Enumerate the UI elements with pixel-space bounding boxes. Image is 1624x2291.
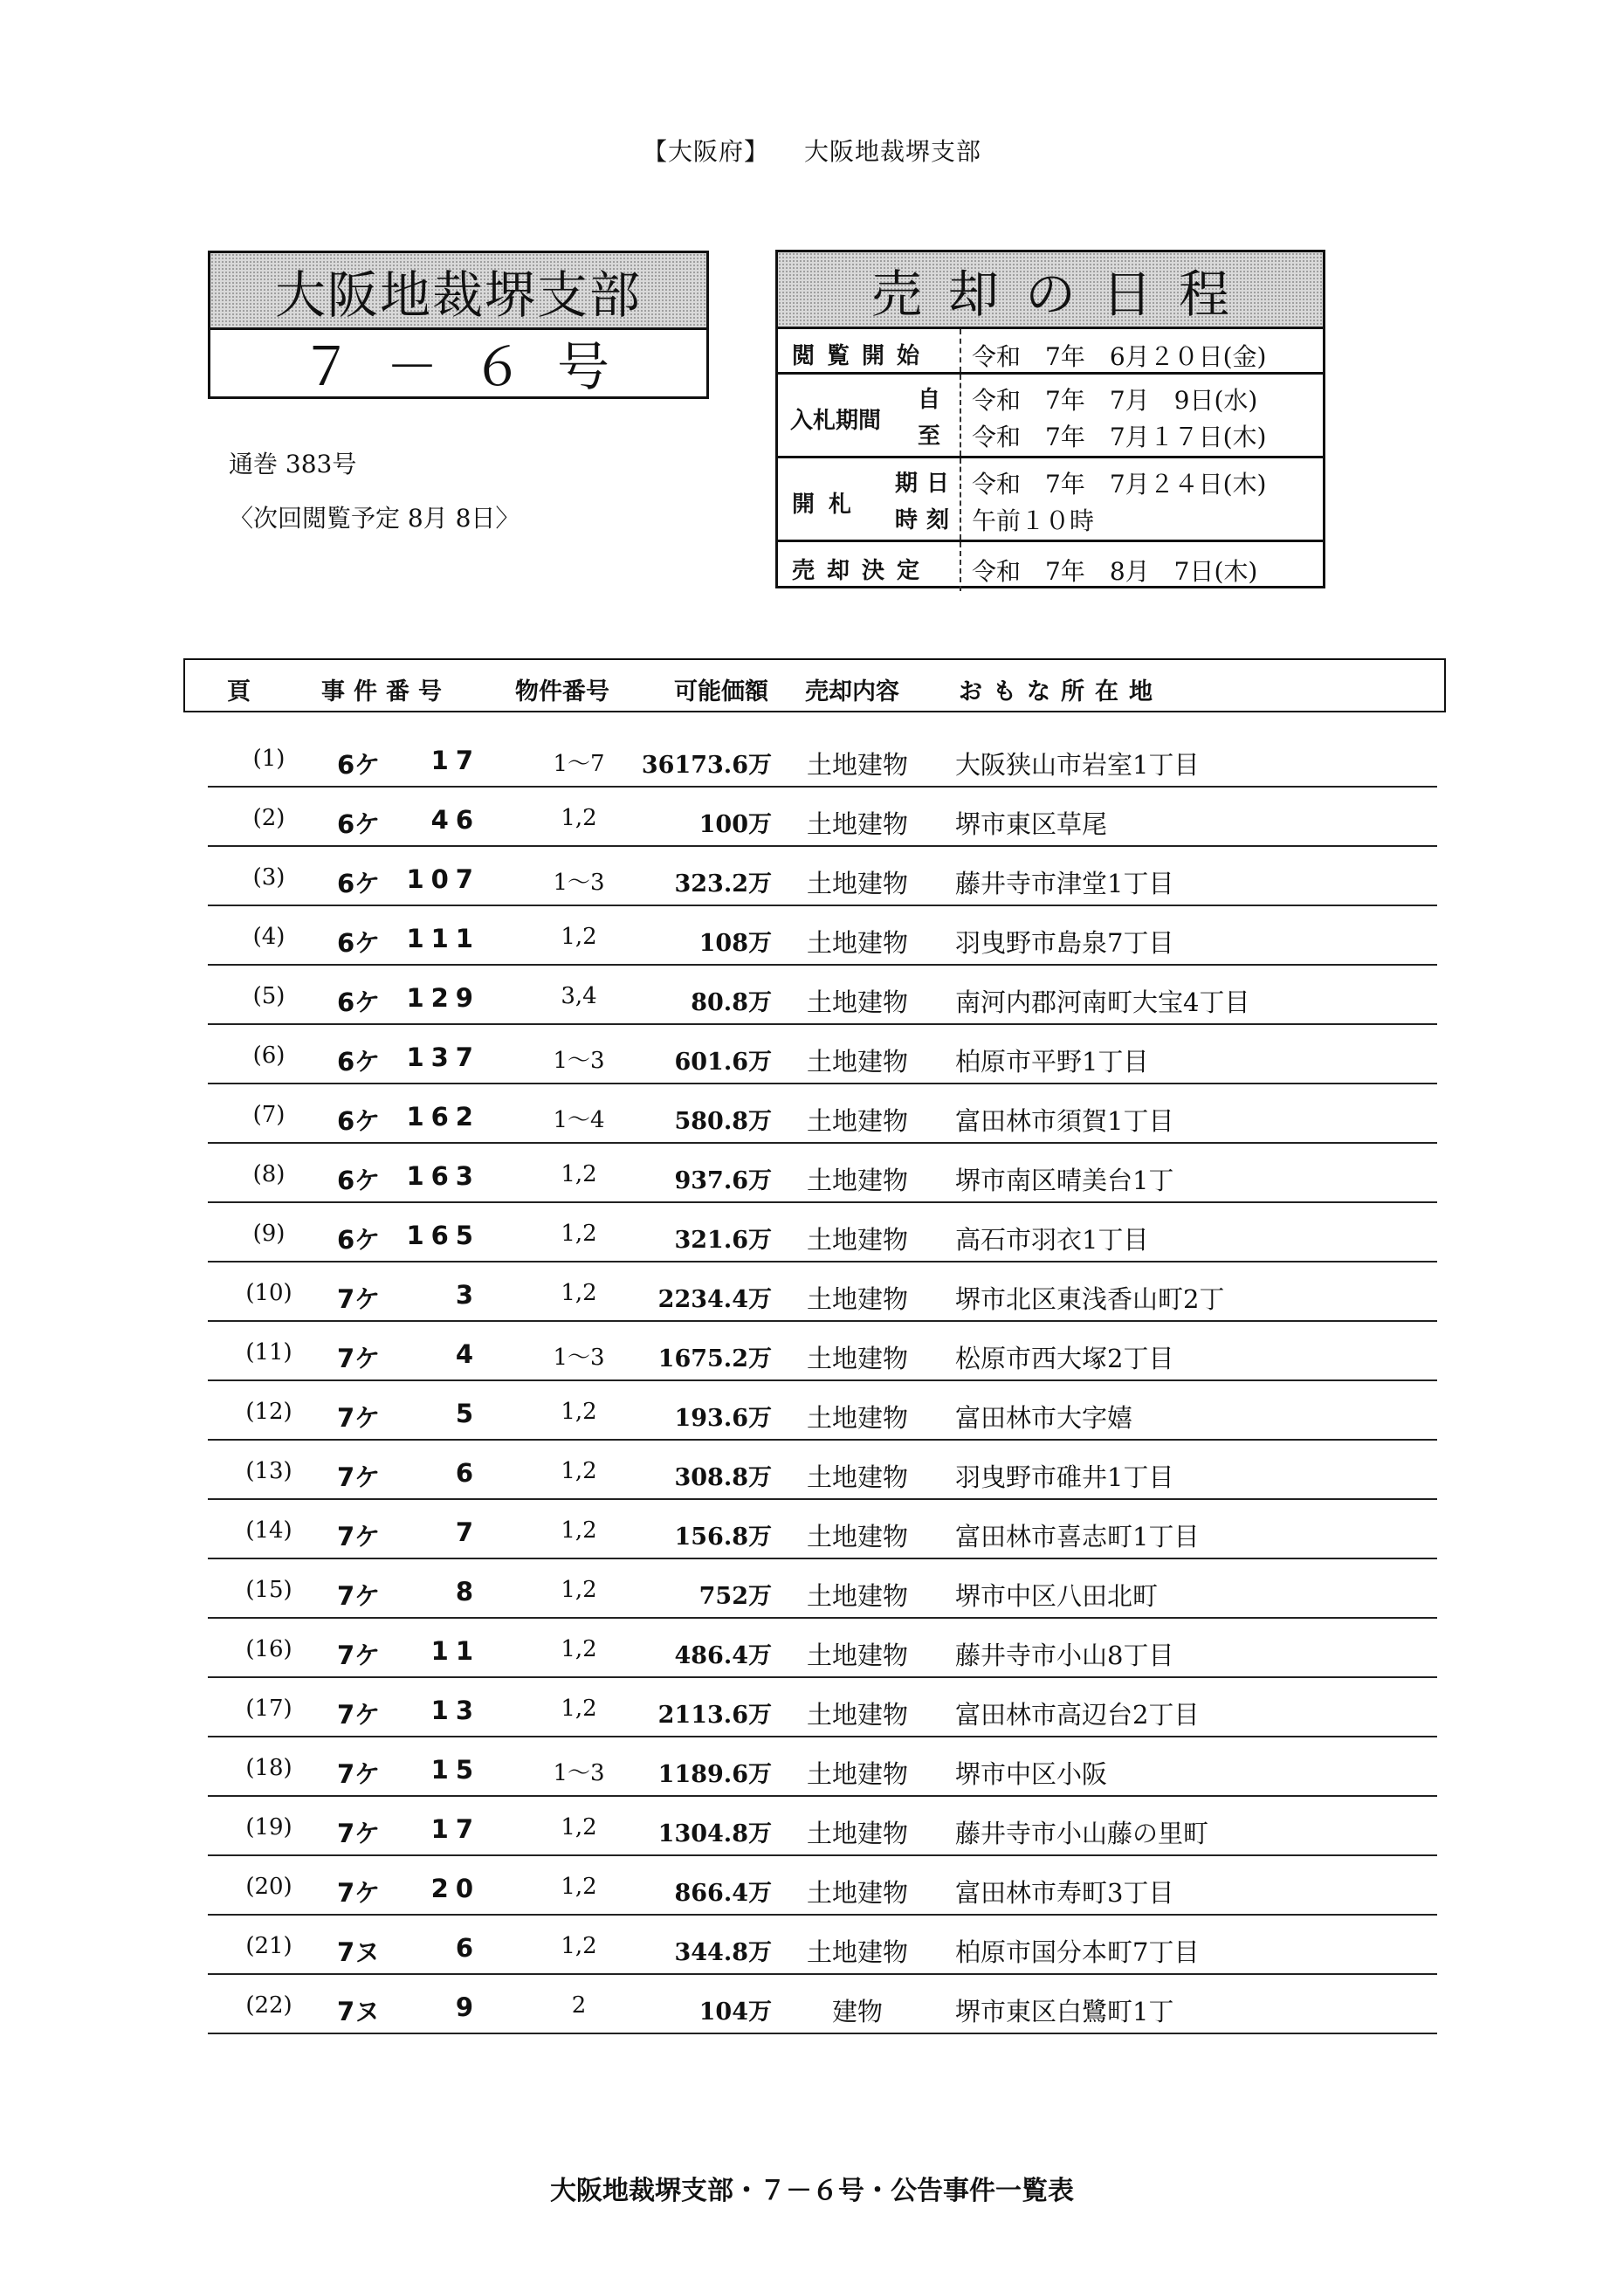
row-case-year: 7ケ [337, 1641, 381, 1670]
row-sale-type: 土地建物 [806, 750, 908, 780]
row-location: 堺市東区草尾 [955, 809, 1108, 839]
row-case-year: 6ケ [337, 750, 381, 780]
row-sale-type: 土地建物 [806, 987, 908, 1017]
row-location: 南河内郡河南町大宝4丁目 [955, 987, 1250, 1017]
schedule-value-cell [972, 458, 1314, 540]
row-property-number: 1,2 [561, 1221, 597, 1247]
row-location: 堺市中区八田北町 [955, 1581, 1159, 1611]
row-price: 2113.6万 [657, 1702, 772, 1729]
row-location: 堺市南区晴美台1丁 [955, 1166, 1174, 1195]
opening-date-label: 期日 [895, 471, 959, 497]
row-page: (4) [252, 924, 286, 950]
table-row [208, 966, 1437, 1025]
row-property-number: 1～7 [553, 751, 605, 777]
row-sale-type: 土地建物 [806, 1166, 908, 1195]
row-price: 80.8万 [691, 989, 772, 1016]
row-page: (13) [245, 1458, 292, 1484]
table-row [208, 1084, 1437, 1144]
row-case-number: 17 [430, 746, 480, 775]
row-page: (20) [245, 1874, 292, 1900]
row-case-number: 137 [406, 1042, 480, 1072]
schedule-row-opening [778, 458, 1323, 542]
row-case-number: 13 [430, 1696, 480, 1725]
row-sale-type: 土地建物 [806, 1581, 908, 1611]
row-property-number: 1～3 [553, 1048, 605, 1074]
row-case-number: 8 [455, 1577, 480, 1606]
bid-to-label: 至 [918, 423, 941, 450]
row-sale-type: 土地建物 [806, 1106, 908, 1136]
prefecture-label: 【大阪府】 [642, 137, 769, 166]
table-row [208, 1916, 1437, 1975]
row-page: (12) [245, 1399, 292, 1425]
row-property-number: 1,2 [561, 1161, 597, 1187]
row-price: 104万 [698, 1999, 772, 2026]
row-case-year: 7ヌ [337, 1997, 381, 2026]
table-row [208, 1500, 1437, 1559]
row-case-year: 7ケ [337, 1284, 381, 1314]
row-case-number: 6 [455, 1933, 480, 1963]
row-location: 羽曳野市碓井1丁目 [955, 1462, 1174, 1492]
row-location: 藤井寺市小山8丁目 [955, 1641, 1174, 1670]
next-view-date: 〈次回閲覧予定 8月 8日〉 [229, 504, 520, 533]
table-row [208, 1322, 1437, 1381]
schedule-box [775, 250, 1325, 588]
table-row [208, 1381, 1437, 1441]
row-property-number: 1～4 [553, 1107, 605, 1133]
schedule-row-view-start [778, 329, 1323, 375]
schedule-value-cell [972, 375, 1314, 456]
table-body [208, 728, 1437, 2034]
row-property-number: 1,2 [561, 1696, 597, 1722]
view-start-value: 令和 7年 6月２０日(金) [972, 342, 1267, 371]
row-sale-type: 土地建物 [806, 1937, 908, 1967]
row-page: (10) [245, 1280, 292, 1306]
row-case-number: 5 [455, 1399, 480, 1428]
row-case-year: 7ヌ [337, 1937, 381, 1967]
row-property-number: 3,4 [561, 983, 597, 1009]
row-case-number: 7 [455, 1517, 480, 1547]
schedule-title: 売却の日程 [778, 252, 1323, 329]
decision-label: 売却決定 [792, 558, 932, 584]
row-page: (9) [252, 1221, 286, 1247]
row-sale-type: 土地建物 [806, 1225, 908, 1255]
title-court: 大阪地裁堺支部 [210, 253, 706, 330]
table-row [208, 1559, 1437, 1619]
row-property-number: 1,2 [561, 805, 597, 831]
row-property-number: 1,2 [561, 1874, 597, 1900]
row-location: 富田林市寿町3丁目 [955, 1878, 1174, 1908]
row-page: (19) [245, 1814, 292, 1840]
table-row [208, 728, 1437, 788]
row-location: 藤井寺市小山藤の里町 [955, 1819, 1209, 1848]
row-case-number: 111 [406, 924, 480, 953]
bid-from-value: 令和 7年 7月 9日(水) [972, 386, 1258, 415]
row-sale-type: 土地建物 [806, 1819, 908, 1848]
row-page: (1) [252, 746, 286, 772]
row-page: (15) [245, 1577, 292, 1603]
row-location: 富田林市喜志町1丁目 [955, 1522, 1200, 1551]
row-case-year: 6ケ [337, 928, 381, 958]
row-location: 高石市羽衣1丁目 [955, 1225, 1149, 1255]
table-row [208, 1737, 1437, 1797]
row-sale-type: 土地建物 [806, 1284, 908, 1314]
row-case-year: 6ケ [337, 869, 381, 898]
bid-from-label: 自 [918, 387, 941, 413]
table-row [208, 906, 1437, 966]
row-price: 580.8万 [674, 1108, 772, 1135]
table-row [208, 847, 1437, 906]
table-row [208, 1262, 1437, 1322]
row-page: (3) [252, 864, 286, 891]
row-sale-type: 土地建物 [806, 1522, 908, 1551]
row-sale-type: 土地建物 [806, 1759, 908, 1789]
row-case-year: 7ケ [337, 1759, 381, 1789]
decision-value: 令和 7年 8月 7日(木) [972, 557, 1258, 586]
row-case-number: 107 [406, 864, 480, 894]
row-price: 486.4万 [674, 1642, 772, 1669]
row-case-year: 7ケ [337, 1403, 381, 1433]
row-page: (14) [245, 1517, 292, 1544]
row-location: 柏原市平野1丁目 [955, 1047, 1149, 1077]
row-page: (17) [245, 1696, 292, 1722]
row-sale-type: 土地建物 [806, 928, 908, 958]
row-location: 堺市北区東浅香山町2丁 [955, 1284, 1225, 1314]
page-header [0, 133, 1624, 168]
row-sale-type: 土地建物 [806, 1641, 908, 1670]
row-case-year: 7ケ [337, 1344, 381, 1373]
row-case-year: 7ケ [337, 1462, 381, 1492]
schedule-label-cell [778, 329, 961, 372]
row-sale-type: 建物 [831, 1997, 883, 2026]
view-start-label: 閲覧開始 [792, 343, 932, 369]
row-case-year: 6ケ [337, 987, 381, 1017]
row-page: (7) [252, 1102, 286, 1128]
row-case-number: 129 [406, 983, 480, 1013]
row-property-number: 1,2 [561, 1280, 597, 1306]
row-location: 藤井寺市津堂1丁目 [955, 869, 1174, 898]
row-sale-type: 土地建物 [806, 1878, 908, 1908]
row-sale-type: 土地建物 [806, 809, 908, 839]
row-case-number: 3 [455, 1280, 480, 1310]
row-price: 100万 [698, 811, 772, 838]
table-row [208, 1975, 1437, 2034]
row-sale-type: 土地建物 [806, 1047, 908, 1077]
volume-number: 通巻 383号 [229, 450, 357, 478]
header-sale-type: 売却内容 [805, 678, 899, 705]
row-case-number: 162 [406, 1102, 480, 1132]
row-page: (6) [252, 1042, 286, 1069]
table-row [208, 1678, 1437, 1737]
row-case-number: 165 [406, 1221, 480, 1250]
page-footer: 大阪地裁堺支部・７－６号・公告事件一覧表 [550, 2176, 1074, 2206]
row-location: 富田林市須賀1丁目 [955, 1106, 1174, 1136]
row-location: 堺市東区白鷺町1丁 [955, 1997, 1174, 2026]
table-row [208, 1025, 1437, 1084]
row-sale-type: 土地建物 [806, 1462, 908, 1492]
header-price: 可能価額 [674, 678, 768, 705]
row-page: (22) [245, 1992, 292, 2019]
row-price: 866.4万 [674, 1880, 772, 1907]
table-row [208, 1797, 1437, 1856]
row-property-number: 1～3 [553, 1345, 605, 1371]
row-price: 36173.6万 [641, 752, 772, 779]
row-case-number: 17 [430, 1814, 480, 1844]
row-location: 柏原市国分本町7丁目 [955, 1937, 1200, 1967]
row-location: 富田林市高辺台2丁目 [955, 1700, 1200, 1730]
row-price: 344.8万 [674, 1939, 772, 1966]
row-price: 321.6万 [674, 1227, 772, 1254]
row-price: 108万 [698, 930, 772, 957]
row-price: 193.6万 [674, 1405, 772, 1432]
row-case-year: 7ケ [337, 1878, 381, 1908]
row-case-number: 163 [406, 1161, 480, 1191]
row-case-number: 20 [430, 1874, 480, 1903]
schedule-row-decision [778, 542, 1323, 591]
row-property-number: 1,2 [561, 1636, 597, 1662]
schedule-row-bid-period [778, 375, 1323, 458]
row-page: (2) [252, 805, 286, 831]
row-page: (18) [245, 1755, 292, 1781]
header-property-number: 物件番号 [515, 678, 609, 705]
row-case-number: 4 [455, 1339, 480, 1369]
row-location: 松原市西大塚2丁目 [955, 1344, 1174, 1373]
row-case-year: 6ケ [337, 1166, 381, 1195]
schedule-label-cell [778, 458, 961, 540]
row-price: 1304.8万 [657, 1820, 772, 1847]
row-case-year: 7ケ [337, 1522, 381, 1551]
row-property-number: 1,2 [561, 1399, 597, 1425]
row-property-number: 1,2 [561, 1814, 597, 1840]
row-case-number: 6 [455, 1458, 480, 1488]
row-sale-type: 土地建物 [806, 1403, 908, 1433]
row-case-year: 6ケ [337, 1047, 381, 1077]
schedule-label-cell [778, 375, 961, 456]
row-price: 752万 [698, 1583, 772, 1610]
title-box [208, 251, 709, 399]
bid-to-value: 令和 7年 7月１７日(木) [972, 423, 1267, 451]
row-case-year: 7ケ [337, 1700, 381, 1730]
row-case-number: 11 [430, 1636, 480, 1666]
row-sale-type: 土地建物 [806, 1344, 908, 1373]
row-page: (16) [245, 1636, 292, 1662]
row-property-number: 2 [571, 1992, 587, 2019]
row-price: 308.8万 [674, 1464, 772, 1491]
table-row [208, 1203, 1437, 1262]
row-price: 2234.4万 [657, 1286, 772, 1313]
row-property-number: 1,2 [561, 924, 597, 950]
row-price: 601.6万 [674, 1049, 772, 1076]
table-row [208, 1619, 1437, 1678]
schedule-value-cell [972, 542, 1314, 591]
row-sale-type: 土地建物 [806, 869, 908, 898]
row-location: 大阪狭山市岩室1丁目 [955, 750, 1200, 780]
opening-date-value: 令和 7年 7月２４日(木) [972, 470, 1267, 499]
row-property-number: 1～3 [553, 870, 605, 896]
opening-label: 開札 [792, 492, 866, 518]
table-row [208, 1856, 1437, 1916]
court-label: 大阪地裁堺支部 [804, 137, 982, 166]
row-property-number: 1,2 [561, 1933, 597, 1959]
row-price: 1189.6万 [657, 1761, 772, 1788]
header-location: おもな所在地 [959, 678, 1163, 705]
row-case-year: 6ケ [337, 1225, 381, 1255]
row-case-year: 7ケ [337, 1581, 381, 1611]
table-row [208, 788, 1437, 847]
row-property-number: 1,2 [561, 1458, 597, 1484]
row-case-year: 6ケ [337, 1106, 381, 1136]
row-property-number: 1,2 [561, 1577, 597, 1603]
row-price: 937.6万 [674, 1167, 772, 1194]
row-price: 156.8万 [674, 1524, 772, 1551]
row-case-number: 46 [430, 805, 480, 835]
row-location: 羽曳野市島泉7丁目 [955, 928, 1174, 958]
schedule-value-cell [972, 329, 1314, 372]
row-page: (11) [245, 1339, 292, 1366]
row-price: 1675.2万 [657, 1345, 772, 1373]
row-price: 323.2万 [674, 870, 772, 898]
row-page: (5) [252, 983, 286, 1009]
row-case-number: 15 [430, 1755, 480, 1785]
row-case-number: 9 [455, 1992, 480, 2022]
opening-time-value: 午前１０時 [972, 506, 1095, 535]
header-case-number: 事件番号 [321, 678, 451, 705]
row-sale-type: 土地建物 [806, 1700, 908, 1730]
opening-time-label: 時刻 [895, 507, 959, 533]
row-location: 堺市中区小阪 [955, 1759, 1108, 1789]
row-property-number: 1,2 [561, 1517, 597, 1544]
row-property-number: 1～3 [553, 1760, 605, 1786]
issue-number: ７－６号 [300, 337, 643, 398]
header-page: 頁 [227, 678, 251, 705]
table-row [208, 1441, 1437, 1500]
schedule-label-cell [778, 542, 961, 591]
table-header [183, 658, 1446, 712]
row-page: (21) [245, 1933, 292, 1959]
row-case-year: 7ケ [337, 1819, 381, 1848]
bid-period-label: 入札期間 [790, 408, 882, 434]
row-page: (8) [252, 1161, 286, 1187]
row-case-year: 6ケ [337, 809, 381, 839]
row-location: 富田林市大字嬉 [955, 1403, 1133, 1433]
table-row [208, 1144, 1437, 1203]
